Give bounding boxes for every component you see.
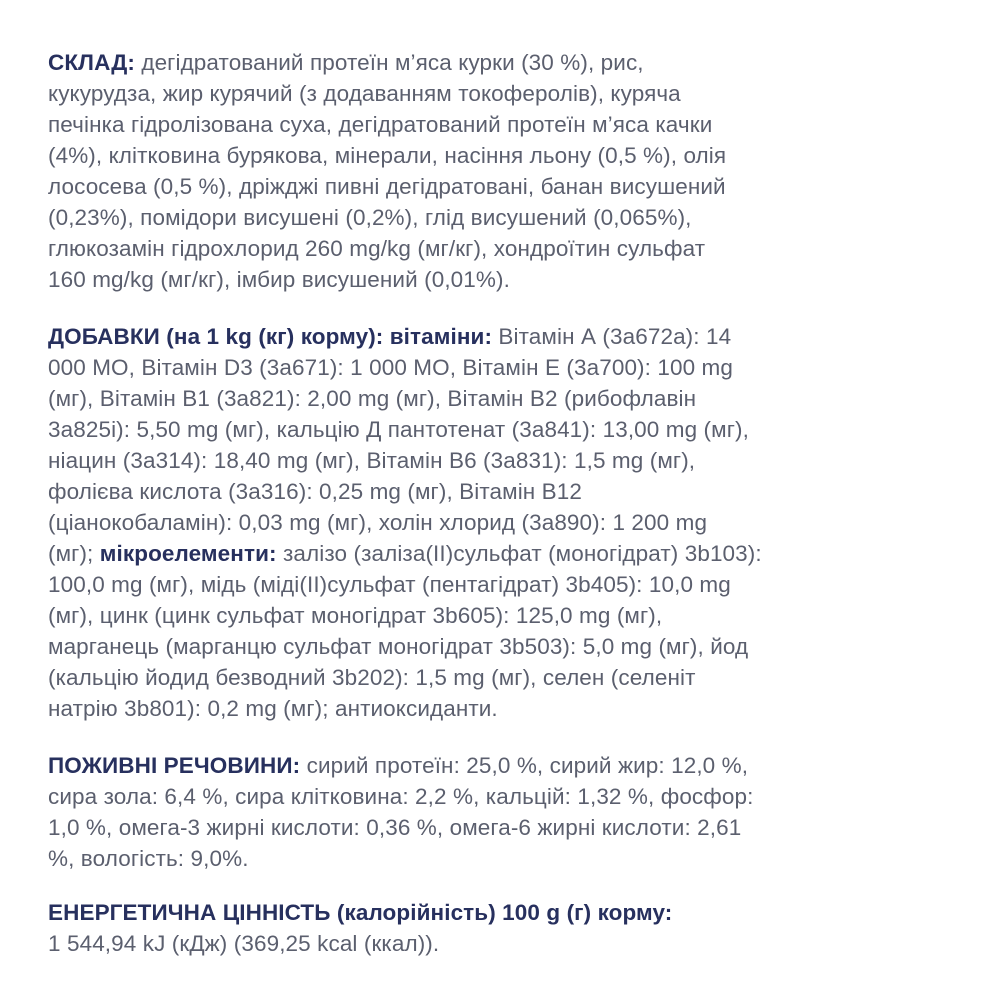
composition-line: глюкозамін гідрохлорид 260 mg/kg (мг/кг), хондроїтин сульфат	[48, 236, 706, 261]
additives-section	[48, 321, 963, 724]
microelements-label: мікроелементи:	[99, 541, 277, 566]
additives-line: (мг), Вітамін В1 (3а821): 2,00 mg (мг), Вітамін В2 (рибофлавін	[48, 386, 697, 411]
energy-value: 1 544,94 kJ (кДж) (369,25 kcal (ккал)).	[48, 931, 440, 956]
composition-line: (0,23%), помідори висушені (0,2%), глід висушений (0,065%),	[48, 205, 692, 230]
composition-line: лососева (0,5 %), дріжджі пивні дегідратовані, банан висушений	[48, 174, 726, 199]
vitamins-label: вітаміни:	[383, 324, 493, 349]
additives-line: (мг), цинк (цинк сульфат моногідрат 3b605): 125,0 mg (мг),	[48, 603, 663, 628]
energy-section	[48, 897, 963, 959]
energy-label: ЕНЕРГЕТИЧНА ЦІННІСТЬ (калорійність) 100 g (г) корму:	[48, 900, 673, 925]
nutrients-line	[48, 750, 963, 781]
nutrients-section	[48, 750, 963, 874]
composition-text: дегідратований протеїн м’яса курки (30 %), рис,	[134, 50, 644, 75]
composition-line: печінка гідролізована суха, дегідратований протеїн м’яса качки	[48, 112, 713, 137]
composition-line: 160 mg/kg (мг/кг), імбир висушений (0,01%).	[48, 267, 510, 292]
composition-section	[48, 47, 963, 295]
additives-line: марганець (марганцю сульфат моногідрат 3b503): 5,0 mg (мг), йод	[48, 634, 749, 659]
micro-prefix: (мг);	[48, 541, 100, 566]
additives-line: натрію 3b801): 0,2 mg (мг); антиоксиданти.	[48, 696, 498, 721]
nutrients-label: ПОЖИВНІ РЕЧОВИНИ:	[48, 753, 301, 778]
additives-line: 000 МО, Вітамін D3 (3а671): 1 000 МО, Вітамін Е (3а700): 100 mg	[48, 355, 734, 380]
additives-line: 3а825і): 5,50 mg (мг), кальцію Д пантотенат (3а841): 13,00 mg (мг),	[48, 417, 749, 442]
additives-line	[48, 538, 963, 569]
additives-line: (кальцію йодид безводний 3b202): 1,5 mg (мг), селен (селеніт	[48, 665, 696, 690]
nutrients-line: %, вологість: 9,0%.	[48, 846, 249, 871]
composition-line: (4%), клітковина бурякова, мінерали, насіння льону (0,5 %), олія	[48, 143, 727, 168]
nutrients-line: сира зола: 6,4 %, сира клітковина: 2,2 %, кальцій: 1,32 %, фосфор:	[48, 784, 754, 809]
nutrients-text: сирий протеїн: 25,0 %, сирий жир: 12,0 %,	[300, 753, 749, 778]
composition-line	[48, 47, 963, 78]
additives-line: ніацин (3а314): 18,40 mg (мг), Вітамін В6 (3а831): 1,5 mg (мг),	[48, 448, 696, 473]
composition-label: СКЛАД:	[48, 50, 135, 75]
additives-text: Вітамін А (3а672а): 14	[492, 324, 732, 349]
nutrients-line: 1,0 %, омега-3 жирні кислоти: 0,36 %, омега-6 жирні кислоти: 2,61	[48, 815, 742, 840]
ingredients-document	[48, 47, 963, 959]
additives-line	[48, 321, 963, 352]
additives-label: ДОБАВКИ (на 1 kg (кг) корму):	[48, 324, 384, 349]
additives-line: фолієва кислота (3а316): 0,25 mg (мг), Вітамін В12	[48, 479, 583, 504]
additives-line: 100,0 mg (мг), мідь (міді(ІІ)сульфат (пентагідрат) 3b405): 10,0 mg	[48, 572, 731, 597]
composition-line: кукурудза, жир курячий (з додаванням токоферолів), куряча	[48, 81, 681, 106]
additives-line: (ціанокобаламін): 0,03 mg (мг), холін хлорид (3а890): 1 200 mg	[48, 510, 708, 535]
micro-text: залізо (заліза(ІІ)сульфат (моногідрат) 3b103):	[276, 541, 762, 566]
